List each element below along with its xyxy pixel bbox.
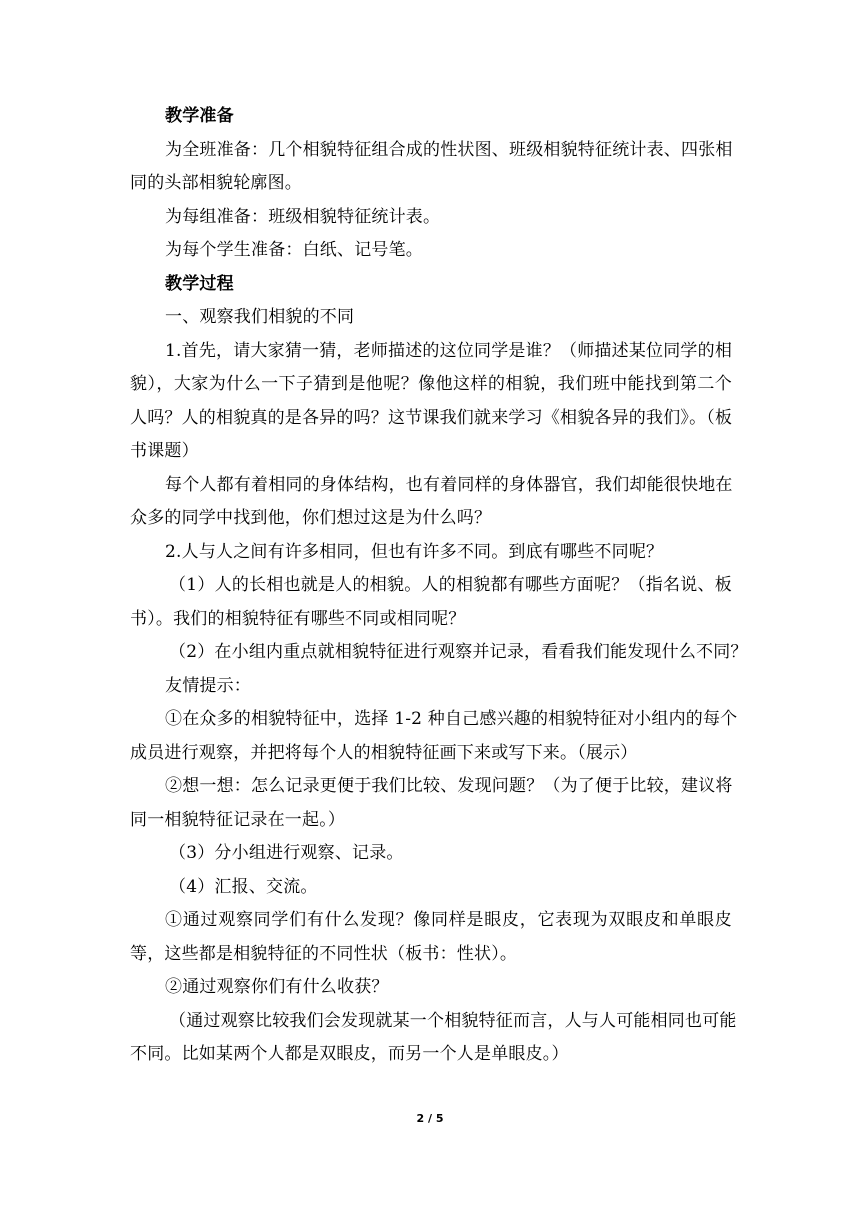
section-heading: 教学过程 [165, 273, 234, 294]
text-line: （1）人的长相也就是人的相貌。人的相貌都有哪些方面呢？（指名说、板 [169, 575, 732, 595]
text-line: 貌），大家为什么一下子猜到是他呢？像他这样的相貌，我们班中能找到第二个 [130, 374, 732, 394]
text-line: 人吗？人的相貌真的是各异的吗？这节课我们就来学习《相貌各异的我们》。（板 [130, 407, 733, 428]
text-line: 众多的同学中找到他，你们想过这是为什么吗？ [130, 508, 492, 528]
text-line: 友情提示： [165, 675, 251, 696]
text-line: （通过观察比较我们会发现就某一个相貌特征而言，人与人可能相同也可能 [169, 1010, 737, 1031]
text-line: 为每个学生准备：白纸、记号笔。 [165, 240, 423, 260]
page-number: 2 / 5 [416, 1112, 444, 1125]
text-line: 为全班准备：几个相貌特征组合成的性状图、班级相貌特征统计表、四张相 [165, 139, 733, 160]
text-line: 每个人都有着相同的身体结构，也有着同样的身体器官，我们却能很快地在 [165, 474, 733, 495]
text-line: 书）。我们的相貌特征有哪些不同或相同呢？ [130, 608, 466, 629]
text-line: ②想一想：怎么记录更便于我们比较、发现问题？（为了便于比较，建议将 [165, 776, 733, 796]
text-line: （3）分小组进行观察、记录。 [169, 843, 404, 863]
text-line: 成员进行观察，并把将每个人的相貌特征画下来或写下来。（展示） [130, 742, 638, 763]
text-line: 为每组准备：班级相貌特征统计表。 [165, 206, 441, 227]
text-line: （4）汇报、交流。 [169, 876, 318, 897]
text-line: 1.首先，请大家猜一猜，老师描述的这位同学是谁？（师描述某位同学的相 [165, 340, 733, 361]
text-line: 同一相貌特征记录在一起。） [130, 809, 346, 830]
text-line: 等，这些都是相貌特征的不同性状（板书：性状）。 [130, 943, 518, 964]
text-line: 同的头部相貌轮廓图。 [130, 173, 302, 193]
text-line: 2.人与人之间有许多相同，但也有许多不同。到底有哪些不同呢？ [165, 541, 664, 562]
section-heading: 教学准备 [165, 106, 234, 126]
text-line: 不同。比如某两个人都是双眼皮，而另一个人是单眼皮。） [130, 1044, 569, 1064]
text-line: ①在众多的相貌特征中，选择 1-2 种自己感兴趣的相貌特征对小组内的每个 [165, 709, 738, 729]
text-line: ②通过观察你们有什么收获？ [165, 977, 389, 997]
text-line: （2）在小组内重点就相貌特征进行观察并记录，看看我们能发现什么不同？ [169, 642, 748, 662]
text-line: 书课题） [130, 441, 199, 461]
text-line: ①通过观察同学们有什么发现？像同样是眼皮，它表现为双眼皮和单眼皮 [165, 910, 732, 930]
document-body [130, 100, 748, 1072]
text-line: 一、观察我们相貌的不同 [165, 307, 355, 327]
